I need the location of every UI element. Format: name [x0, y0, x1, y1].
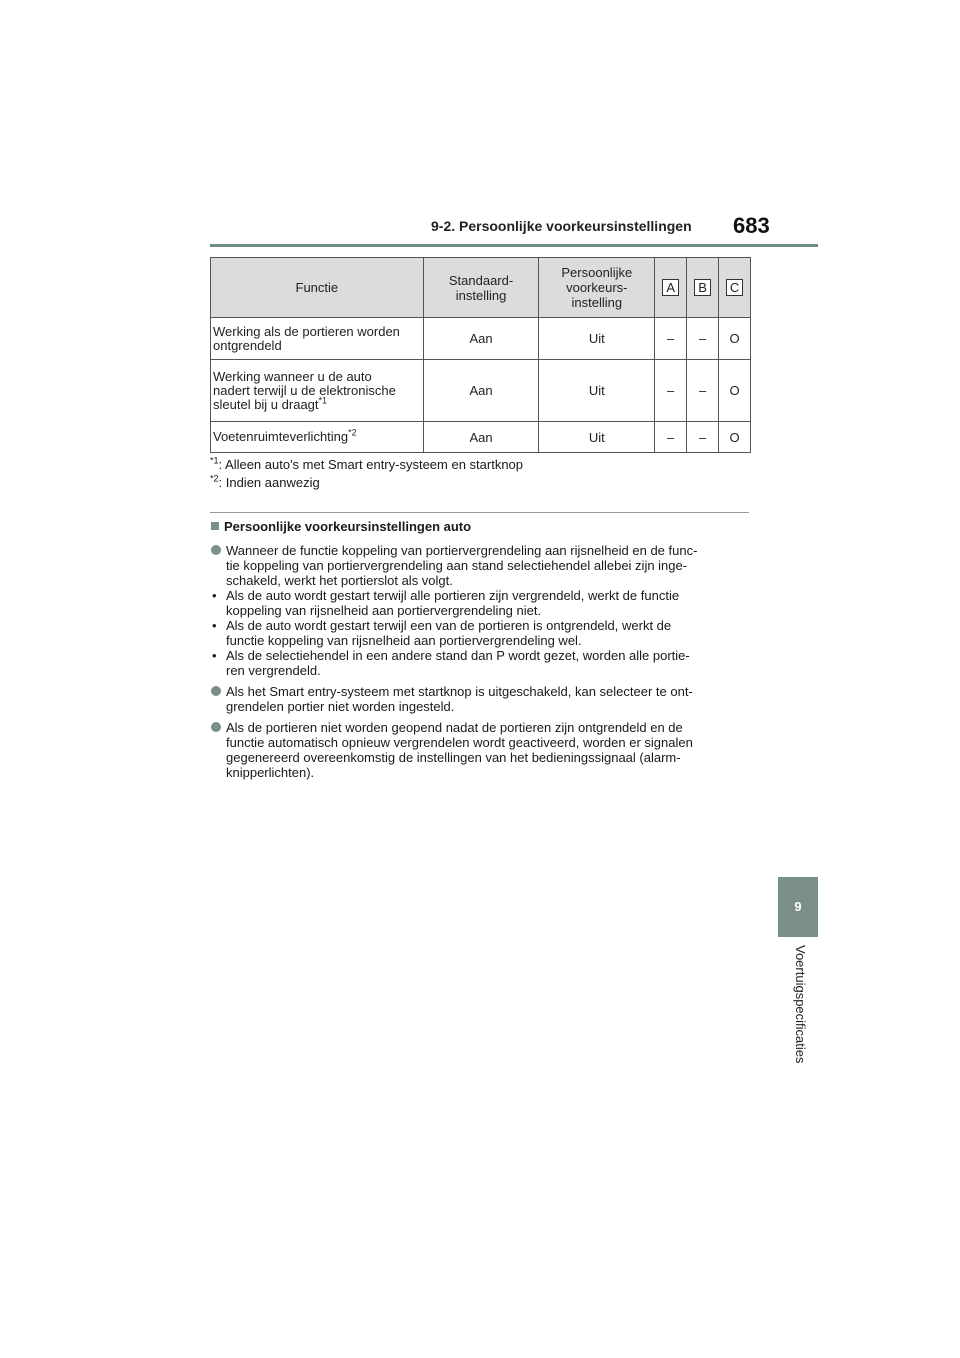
header-rule: [210, 244, 818, 247]
row-a: –: [655, 422, 687, 453]
header-personal: Persoonlijke voorkeurs- instelling: [539, 258, 655, 318]
row-a: –: [655, 360, 687, 422]
header-c: [719, 258, 751, 318]
table-row: [211, 360, 751, 422]
sub-item: • Als de auto wordt gestart terwijl een van de portieren is ontgrendeld, werkt de functie koppeling van rijsnelheid aan portiervergrendeling wel.: [212, 618, 672, 648]
row-default: Aan: [423, 360, 539, 422]
footnote: $^{*2}$: Indien aanwezig: [210, 473, 320, 490]
section-title: 9-2. Persoonlijke voorkeursinstellingen: [431, 218, 692, 234]
row-function: Werking wanneer u de auto nadert terwijl u de elektronische sleutel bij u draagt$^{*1}$: [211, 360, 424, 422]
page-number: 683: [733, 213, 770, 238]
row-b: –: [687, 360, 719, 422]
dot-marker: •: [212, 618, 217, 633]
section-divider: [210, 512, 749, 513]
label-a: A: [662, 279, 679, 296]
row-c: O: [719, 318, 751, 360]
row-function: Werking als de portieren worden ontgrendeld: [211, 318, 424, 360]
header-standard: Standaard- instelling: [423, 258, 539, 318]
row-default: Aan: [423, 318, 539, 360]
footnotes: [210, 456, 523, 492]
row-c: O: [719, 360, 751, 422]
header-b: [687, 258, 719, 318]
header-a: [655, 258, 687, 318]
square-bullet-icon: [211, 522, 219, 530]
list-item: Wanneer de functie koppeling van portiervergrendeling aan rijsnelheid en de func- tie koppeling van portiervergrendeling aan stand selectiehendel allebei zijn inge- schakeld, werkt het portierslot als volgt. • Als de auto wordt gestart terwijl alle portieren zijn vergrendeld, werkt de functie koppeling van rijsnelheid aan portiervergrendeling niet. • Als de auto wordt gestart terwijl een van de portieren is ontgrendeld, werkt de functie koppeling van rijsnelheid aan portiervergrendeling wel. • Als de selectiehendel in een andere stand dan P wordt gezet, worden alle portie- ren vergrendeld.: [210, 543, 755, 678]
row-b: –: [687, 422, 719, 453]
circle-bullet-icon: [211, 545, 221, 555]
footnote: $^{*1}$: Alleen auto's met Smart entry-systeem en startknop: [210, 455, 524, 472]
row-default: Aan: [423, 422, 539, 453]
sub-item: • Als de auto wordt gestart terwijl alle portieren zijn vergrendeld, werkt de functie koppeling van rijsnelheid aan portiervergrendeling niet.: [212, 588, 680, 618]
table-row: [211, 318, 751, 360]
list-item: Als het Smart entry-systeem met startknop is uitgeschakeld, kan selecteer te ont- grendelen portier niet worden ingesteld.: [210, 684, 755, 714]
dot-marker: •: [212, 588, 217, 603]
footnote-ref: *2: [348, 427, 357, 438]
dot-marker: •: [212, 648, 217, 663]
header-functie: Functie: [211, 258, 424, 318]
row-personal: Uit: [539, 318, 655, 360]
label-b: B: [694, 279, 711, 296]
circle-bullet-icon: [211, 686, 221, 696]
circle-bullet-icon: [211, 722, 221, 732]
list-item: Als de portieren niet worden geopend nadat de portieren zijn ontgrendeld en de functie automatisch opnieuw vergrendelen wordt geactiveerd, worden er signalen gegenereerd overeenkomstig de instellingen van het bedieningssignaal (alarm- knipperlichten).: [210, 720, 755, 780]
row-c: O: [719, 422, 751, 453]
settings-table: [210, 257, 751, 453]
row-personal: Uit: [539, 360, 655, 422]
chapter-label: Voertuigspecificaties: [793, 945, 808, 1064]
subheading: Persoonlijke voorkeursinstellingen auto: [211, 519, 471, 534]
row-personal: Uit: [539, 422, 655, 453]
label-c: C: [726, 279, 743, 296]
chapter-tab: 9: [778, 877, 818, 937]
bullet-list: [210, 543, 755, 786]
row-function: Voetenruimteverlichting$^{*2}$: [211, 422, 424, 453]
row-b: –: [687, 318, 719, 360]
table-row: [211, 422, 751, 453]
footnote-ref: *1: [318, 395, 328, 406]
sub-item: • Als de selectiehendel in een andere stand dan P wordt gezet, worden alle portie- ren vergrendeld.: [212, 648, 690, 678]
row-a: –: [655, 318, 687, 360]
table-header-row: [211, 258, 751, 318]
